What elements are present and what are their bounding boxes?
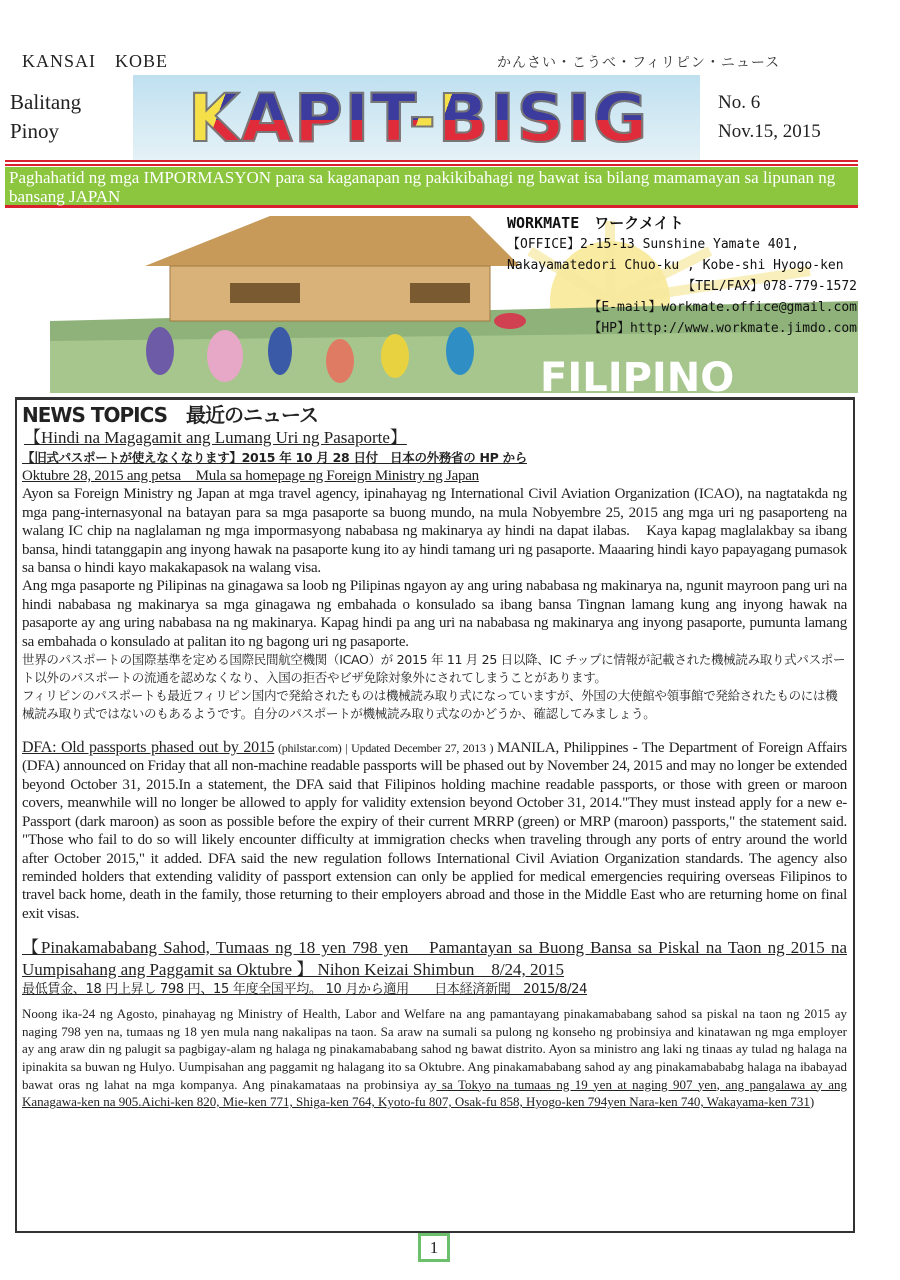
section-label-1: Balitang: [10, 90, 82, 114]
article-1-para-2: Ang mga pasaporte ng Pilipinas na ginagawa sa loob ng Pilipinas ngayon ay ang uring nababasa ng makinarya na, ngunit mayroon pang uri na hindi nababasa ng makinarya sa mga ginagawa ng embahada o konsulado sa ibang bansa Tingnan lamang kung ang inyong hawak na pasaporte ay ang uring nababasa na ng makinarya. Kapag hindi pa ang uri na nababasa ng makinarya ang inyong pasaporte, pumunta lamang sa embahada o konsulado at palitan ito ng bagong uri ng pasaporte.: [22, 578, 847, 650]
divider: [5, 160, 858, 166]
news-box: [15, 397, 855, 1233]
homepage-link[interactable]: 【HP】http://www.workmate.jimdo.com: [588, 321, 857, 336]
article-3-jp-title: 最低賃金、18 円上昇し 798 円、15 年度全国平均。 10 月から適用 日本経済新聞 2015/8/24: [22, 982, 588, 998]
article-2-meta: (philstar.com) | Updated December 27, 2013 ): [274, 741, 497, 756]
tel-fax: 【TEL/FAX】078-779-1572: [682, 279, 857, 294]
article-3-body-text: Noong ika-24 ng Agosto, pinahayag ng Ministry of Health, Labor and Welfare na ang pamantayang pinakamababang sahod sa piskal na taon ng 2015 ay naging 798 yen na, tumaas ng 18 yen mula nang nakalipas na taon. Sa araw na sumali sa pulong ng konseho ng probinsiya and kinatawan ng mga employer ay ang araw din ng palugit sa pagbigay-alam ng halaga ng pinakamababang sahod ng bawat distrito. Ayon sa ministro ang laki ng tinaas ay tulad ng halaga na ipinakita sa buwan ng Hulyo. Uumpisahan ang paggamit ng halagang ito sa Oktubre. Ang pinakamababang sahod ay ang pinakamabababg halaga na ibabayad bawat oras ng lahat na mga kompanya. Ang pinakamataas na probinsiya ay: [22, 1006, 847, 1092]
contact-block: [507, 213, 857, 339]
email-link[interactable]: 【E-mail】workmate.office@gmail.com: [588, 300, 857, 315]
issue-number: No. 6: [718, 92, 761, 113]
article-3-body: [22, 1005, 847, 1111]
illustration-text: FILIPINO: [540, 355, 735, 393]
article-1-jp-title: 【旧式パスポートが使えなくなります】2015 年 10 月 28 日付 日本の外務省の HP から: [22, 450, 527, 465]
kana-title: かんさい・こうべ・フィリピン・ニュース: [497, 55, 781, 71]
office-address-2: Nakayamatedori Chuo-ku , Kobe-shi Hyogo-ken: [507, 258, 844, 273]
article-3-wage-list: sa Tokyo na tumaas ng 19 yen at naging 907 yen, ang pangalawa ay ang Kanagawa-ken na 905.Aichi-ken 820, Mie-ken 771, Shiga-ken 764, Kyoto-fu 807, Osak-fu 858, Hyogo-ken 794yen Nara-ken 740, Wakayama-ken 731: [22, 1076, 847, 1110]
masthead-logo: KAPIT-BISIG: [188, 75, 649, 162]
article-3-body-end: ): [809, 1094, 815, 1110]
article-2-title: DFA: Old passports phased out by 2015: [22, 739, 275, 757]
section-label-2: Pinoy: [10, 119, 60, 143]
article-1-jp-para-2: フィリピンのパスポートも最近フィリピン国内で発給されたものは機械読み取り式になっていますが、外国の大使館や領事館で発給されたものには機械読み取り式ではないのもあるようです。自分のパスポートが機械読み取り式なのかどうか、確認してみましょう。: [22, 688, 838, 722]
article-1-source: Oktubre 28, 2015 ang petsa Mula sa homepage ng Foreign Ministry ng Japan: [22, 468, 479, 484]
tagline-band: Paghahatid ng mga IMPORMASYON para sa kaganapan ng pakikibahagi ng bawat isa bilang mamamayan sa lipunan ng bansang JAPAN: [5, 167, 858, 208]
region-label: KANSAI KOBE: [22, 51, 168, 71]
section-label: [10, 88, 81, 146]
office-address: 【OFFICE】2-15-13 Sunshine Yamate 401,: [507, 237, 800, 252]
article-1-jp-para-1: 世界のパスポートの国際基準を定める国際民間航空機関（ICAO）が 2015 年 11 月 25 日以降、IC チップに情報が記載された機械読み取り式パスポート以外のパスポートの流通を認めなくなり、入国の拒否やビザ免除対象外にされてしまうことがあります。: [22, 652, 846, 686]
org-name: WORKMATE ワークメイト: [507, 214, 684, 232]
article-2-body: MANILA, Philippines - The Department of Foreign Affairs (DFA) announced on Friday that all non-machine readable passports will be phased out by November 24, 2015 and may no longer be extended beyond October 31, 2015.In a statement, the DFA said that Filipinos holding machine readable passports, or those with green or maroon covers, meanwhile will no longer be allowed to apply for validity extension beyond October 31, 2014."They must instead apply for a new e-Passport (dark maroon) as soon as possible before the expiry of their current MRRP (green) or MRP (maroon) passports," the statement said. "Those who fail to do so will likely encounter difficulty at immigration checks when traveling through any ports of entry around the world after October 2015," it added. DFA said the new regulation follows International Civil Aviation Organization standards. The agency also reminded holders that extending validity of passport extension can only be applied for medical emergencies requiring overseas Filipinos to travel back home, death in the family, those returning to their employers abroad and those in the Middle East who are returning home on final exit visas.: [22, 740, 847, 922]
issue-date: Nov.15, 2015: [718, 121, 821, 142]
article-1-para-1: Ayon sa Foreign Ministry ng Japan at mga travel agency, ipinahayag ng International Civil Aviation Organization (ICAO), na nagtatakda ng mga pang-internasyonal na batayan para sa mga pasaporte sa buong mundo, na mula Nobyembre 25, 2015 ang mga uri ng pasaporteng na walang IC chip na naglalaman ng mga impormasyong nababasa ng makinarya ay hindi na dapat ilabas. Kaya kapag maglalakbay sa ibang bansa, hindi tatanggapin ang inyong hawak na pasaporte kung ito ay hindi tamang uri ng pasaporte. Maaaring hindi kayo papayagang pumasok sa bansa o hindi kayo makakapasok na walang visa.: [22, 486, 847, 577]
article-1-title: 【Hindi na Magagamit ang Lumang Uri ng Pasaporte】: [24, 428, 407, 447]
masthead-banner: [133, 75, 700, 162]
issue-info: [718, 88, 821, 146]
news-heading: NEWS TOPICS 最近のニュース: [22, 403, 319, 427]
article-2: [22, 739, 847, 923]
article-3-title: 【Pinakamababang Sahod, Tumaas ng 18 yen 798 yen Pamantayan sa Buong Bansa sa Piskal na Taon ng 2015 na Uumpisahang ang Paggamit sa Oktubre 】 Nihon Keizai Shimbun 8/24, 2015: [22, 938, 847, 980]
page-number: 1: [418, 1233, 450, 1262]
